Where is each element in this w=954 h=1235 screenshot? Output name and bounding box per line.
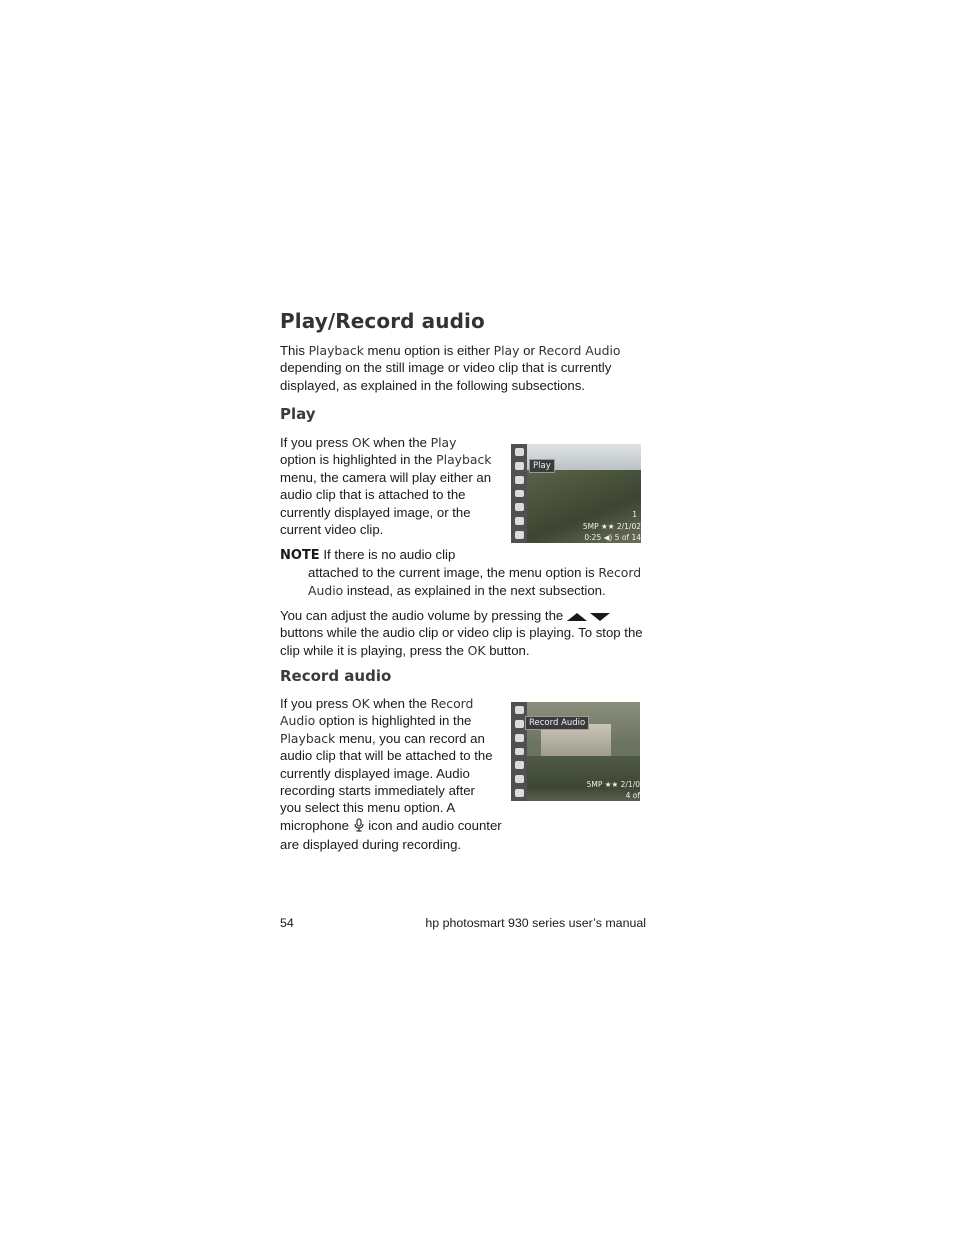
page-title: Play/Record audio [280, 309, 485, 333]
play-line: current video clip. [280, 522, 384, 538]
record-line [280, 695, 512, 712]
screen-status-quality: 5MP ★★ 2/1/02 [582, 522, 641, 531]
volume-text: clip while it is playing, press the [280, 642, 468, 658]
trash-icon [515, 476, 524, 484]
magnify-icon [515, 490, 524, 498]
microphone-icon [515, 720, 524, 728]
note-text: instead, as explained in the next subsection. [343, 582, 606, 598]
screen-menu-label: Record Audio [525, 716, 589, 730]
ui-term-play: Play [493, 343, 520, 358]
record-line [280, 730, 512, 747]
screen-menu-label: Play [529, 459, 555, 473]
page-number: 54 [280, 916, 294, 930]
play-line: audio clip that is attached to the [280, 487, 466, 503]
volume-paragraph [280, 607, 660, 659]
camera-screen-play [511, 444, 641, 543]
info-icon [515, 775, 524, 783]
wrench-icon [515, 531, 524, 539]
ui-term-record: Record [598, 565, 642, 581]
note-label: NOTE [280, 548, 320, 563]
arrow-down-icon [590, 613, 610, 621]
play-line [280, 451, 510, 468]
intro-paragraph [280, 342, 660, 394]
wrench-icon [515, 789, 524, 797]
record-line [280, 712, 512, 729]
rotate-icon [515, 503, 524, 511]
note-line-1 [280, 546, 660, 564]
screen-status-counter: 1 [632, 510, 637, 519]
intro-text: This [280, 343, 309, 358]
ui-term-record-audio: Record Audio [538, 343, 621, 358]
ui-term-ok: OK [351, 696, 370, 711]
volume-line-3 [280, 642, 660, 659]
text: option is highlighted in the [315, 713, 472, 729]
ui-term-audio: Audio [280, 713, 316, 729]
screen-status-counter: 4 of [625, 791, 640, 800]
text: microphone [280, 817, 353, 833]
ui-term-play: Play [430, 435, 457, 450]
ui-term-ok: OK [351, 435, 370, 450]
ui-term-record: Record [430, 696, 474, 711]
record-line: are displayed during recording. [280, 837, 462, 853]
ui-term-audio: Audio [308, 582, 344, 598]
play-line: menu, the camera will play either an [280, 469, 492, 485]
screen-status-quality: 5MP ★★ 2/1/0 [586, 780, 640, 789]
record-line: you select this menu option. A [280, 800, 456, 816]
record-line: currently displayed image. Audio [280, 765, 470, 781]
arrow-up-icon [567, 613, 587, 621]
volume-text: button. [485, 642, 530, 658]
play-paragraph [280, 434, 510, 538]
volume-line-2: buttons while the audio clip or video clip is playing. To stop the [280, 625, 643, 641]
intro-line-2: depending on the still image or video clip that is currently [280, 360, 612, 376]
volume-line-1 [280, 607, 660, 624]
note-line-3 [280, 582, 660, 599]
volume-text: You can adjust the audio volume by pressing the [280, 608, 564, 623]
note-line-2 [280, 564, 660, 581]
ui-term-playback: Playback [280, 730, 336, 746]
record-audio-heading: Record audio [280, 667, 392, 685]
magnify-icon [515, 748, 524, 756]
text: menu, you can record an [335, 730, 485, 746]
back-icon [515, 448, 524, 456]
play-line: currently displayed image, or the [280, 504, 471, 520]
text: option is highlighted in the [280, 452, 437, 468]
ui-term-playback: Playback [436, 452, 492, 468]
screen-status-time: 0:25 ◀) 5 of 14 [584, 533, 641, 542]
intro-line-3: displayed, as explained in the following subsections. [280, 377, 585, 393]
text: when the [369, 696, 431, 711]
text: when the [369, 435, 431, 450]
intro-line-1 [280, 342, 660, 359]
microphone-icon [353, 818, 365, 836]
note-block [280, 546, 660, 599]
intro-text: menu option is either [363, 343, 494, 358]
record-line: audio clip that will be attached to the [280, 748, 493, 764]
record-line [280, 817, 512, 836]
text: icon and audio counter [364, 817, 502, 833]
record-line: recording starts immediately after [280, 783, 475, 799]
screen-garden [527, 756, 640, 801]
info-icon [515, 517, 524, 525]
back-icon [515, 706, 524, 714]
intro-text: or [519, 343, 539, 358]
note-text: attached to the current image, the menu option is [308, 565, 599, 581]
note-text: If there is no audio clip [319, 547, 456, 562]
ui-term-ok: OK [467, 642, 486, 658]
ui-term-playback: Playback [308, 343, 364, 358]
record-paragraph [280, 695, 512, 854]
text: If you press [280, 696, 352, 711]
speaker-icon [515, 462, 524, 470]
trash-icon [515, 734, 524, 742]
screen-menu-icons [511, 444, 527, 543]
text: If you press [280, 435, 352, 450]
play-heading: Play [280, 405, 316, 423]
camera-screen-record [511, 702, 640, 801]
manual-title: hp photosmart 930 series user’s manual [425, 916, 646, 930]
play-line [280, 434, 510, 451]
rotate-icon [515, 761, 524, 769]
